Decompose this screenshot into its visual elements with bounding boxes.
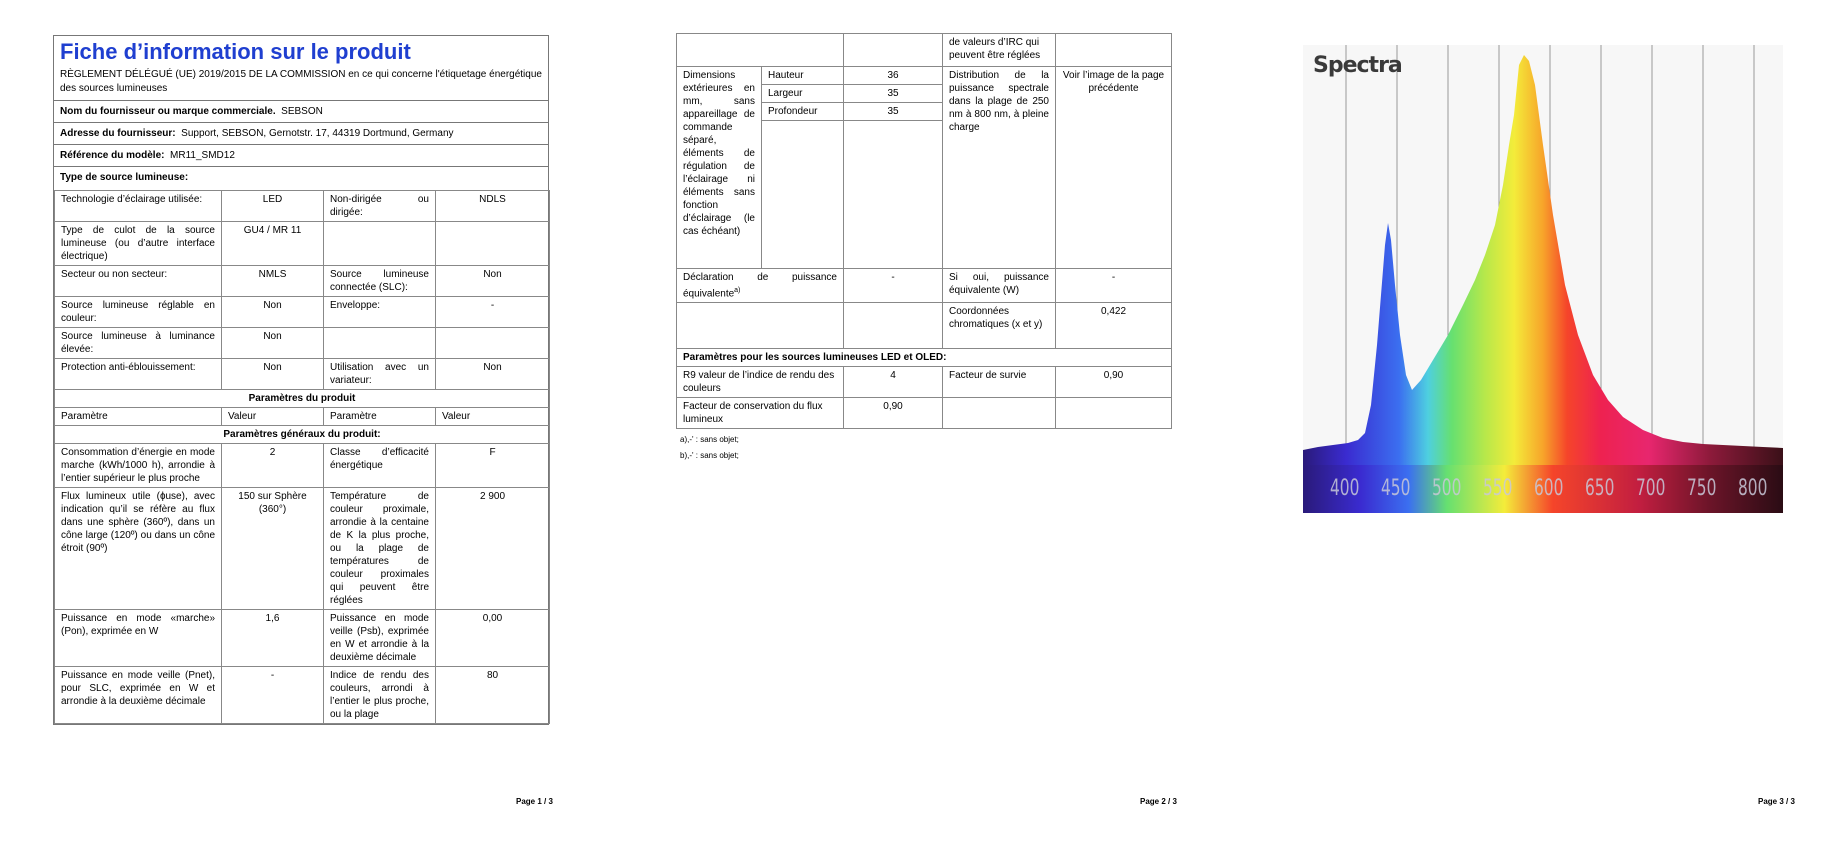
param-value: 80 — [436, 667, 550, 724]
source-type-row — [54, 166, 548, 190]
wavelength-tick: 700 — [1636, 476, 1666, 501]
param-label: Source lumineuse réglable en couleur: — [55, 297, 222, 328]
dimensions-label: Dimensions extérieures en mm, sans appareillage de commande séparé, éléments de régulation de l’éclairage ni éléments sans fonction d’éclairage (le cas échéant) — [677, 67, 762, 269]
param-value: Non — [222, 328, 324, 359]
table-row — [55, 222, 550, 266]
page-number: Page 2 / 3 — [1140, 797, 1177, 806]
footnote-b: b),-' : sans objet; — [680, 451, 739, 461]
lumen-maintenance-value: 0,90 — [844, 398, 943, 429]
param-label: Classe d’efficacité énergétique — [324, 444, 436, 488]
param-value: Non — [436, 266, 550, 297]
dim-name: Hauteur — [762, 67, 844, 85]
param-label: Protection anti-éblouissement: — [55, 359, 222, 390]
product-info-sheet — [53, 35, 549, 725]
param-label: Source lumineuse connectée (SLC): — [324, 266, 436, 297]
param-value: 1,6 — [222, 610, 324, 667]
page-title: Fiche d’information sur le produit — [60, 39, 411, 64]
wavelength-tick: 800 — [1738, 476, 1768, 501]
param-label: Consommation d’énergie en mode marche (kWh/1000 h), arrondie à l’entier supérieur le plus proche — [55, 444, 222, 488]
col-header: Valeur — [222, 408, 324, 426]
table-row — [55, 328, 550, 359]
spectrum-image — [1303, 45, 1783, 513]
chroma-label: Coordonnées chromatiques (x et y) — [943, 303, 1056, 349]
equiv-power-value: - — [1056, 269, 1172, 303]
survival-label: Facteur de survie — [943, 367, 1056, 398]
param-label: Utilisation avec un variateur: — [324, 359, 436, 390]
model-label: Référence du modèle: — [60, 150, 165, 161]
param-value — [436, 328, 550, 359]
param-label — [324, 328, 436, 359]
wavelength-tick: 750 — [1687, 476, 1717, 501]
equiv-label: Déclaration de puissance équivalente — [683, 272, 837, 300]
continued-table — [676, 33, 1172, 429]
dim-name: Profondeur — [762, 103, 844, 121]
spectrum-graphic — [1303, 45, 1783, 513]
param-label: Puissance en mode veille (Psb), exprimée en W et arrondie à la deuxième décimale — [324, 610, 436, 667]
param-label: Non-dirigée ou dirigée: — [324, 191, 436, 222]
spectral-label: Distribution de la puissance spectrale dans la plage de 250 nm à 800 nm, à pleine charge — [943, 67, 1056, 269]
table-row — [55, 610, 550, 667]
param-value: 0,00 — [436, 610, 550, 667]
spectrum-title: Spectra — [1313, 53, 1402, 78]
param-value — [436, 222, 550, 266]
model-value: MR11_SMD12 — [170, 150, 235, 161]
address-label: Adresse du fournisseur: — [60, 128, 176, 139]
param-value: LED — [222, 191, 324, 222]
param-value: NDLS — [436, 191, 550, 222]
table-row — [55, 488, 550, 610]
lumen-maintenance-label: Facteur de conservation du flux lumineux — [677, 398, 844, 429]
supplier-value: SEBSON — [281, 106, 323, 117]
table-row — [55, 667, 550, 724]
param-value: NMLS — [222, 266, 324, 297]
param-value: F — [436, 444, 550, 488]
param-label: Source lumineuse à luminance élevée: — [55, 328, 222, 359]
param-label: Secteur ou non secteur: — [55, 266, 222, 297]
param-value: - — [436, 297, 550, 328]
spectrum-curve — [1303, 55, 1783, 465]
param-value: - — [222, 667, 324, 724]
page-number: Page 3 / 3 — [1758, 797, 1795, 806]
table-row — [55, 444, 550, 488]
document-page-3 — [1218, 0, 1827, 842]
param-value: Non — [436, 359, 550, 390]
equiv-value: - — [844, 269, 943, 303]
regulation-text: RÈGLEMENT DÉLÉGUÉ (UE) 2019/2015 DE LA COMMISSION en ce qui concerne l'étiquetage énergétique des sources lumineuses — [60, 69, 542, 94]
dim-value: 35 — [844, 85, 943, 103]
equiv-label-cell — [677, 269, 844, 303]
param-value: Non — [222, 297, 324, 328]
param-label: Puissance en mode «marche» (Pon), exprimée en W — [55, 610, 222, 667]
cri-range-cont: de valeurs d’IRC qui peuvent être réglées — [943, 34, 1056, 67]
page-number: Page 1 / 3 — [516, 797, 553, 806]
param-label: Indice de rendu des couleurs, arrondi à l’entier le plus proche, ou la plage — [324, 667, 436, 724]
r9-value: 4 — [844, 367, 943, 398]
param-value: 2 — [222, 444, 324, 488]
survival-value: 0,90 — [1056, 367, 1172, 398]
product-info-sheet-continued — [676, 33, 1171, 464]
wavelength-tick: 500 — [1432, 476, 1462, 501]
param-label: Type de culot de la source lumineuse (ou d’autre interface électrique) — [55, 222, 222, 266]
col-header: Paramètre — [324, 408, 436, 426]
table-row — [55, 266, 550, 297]
address-row — [54, 122, 548, 144]
supplier-label: Nom du fournisseur ou marque commerciale. — [60, 106, 276, 117]
source-type-table — [54, 190, 550, 724]
footnotes — [676, 432, 1171, 464]
chroma-value: 0,422 — [1056, 303, 1172, 349]
dim-name: Largeur — [762, 85, 844, 103]
footnote-a: a),-' : sans objet; — [680, 435, 739, 445]
param-value: 150 sur Sphère (360°) — [222, 488, 324, 610]
document-page-1 — [0, 0, 609, 842]
equiv-power-label: Si oui, puissance équivalente (W) — [943, 269, 1056, 303]
document-page-2 — [609, 0, 1218, 842]
equiv-footnote-ref: a) — [734, 287, 741, 294]
wavelength-tick: 550 — [1483, 476, 1513, 501]
param-label: Flux lumineux utile (ɸuse), avec indication qu’il se réfère au flux dans une sphère (360º), dans un cône large (120º) ou dans un cône étroit (90º) — [55, 488, 222, 610]
dim-value: 36 — [844, 67, 943, 85]
param-label: Technologie d’éclairage utilisée: — [55, 191, 222, 222]
table-row — [55, 359, 550, 390]
supplier-row — [54, 100, 548, 122]
param-label: Puissance en mode veille (Pnet), pour SLC, exprimée en W et arrondie à la deuxième décimale — [55, 667, 222, 724]
wavelength-tick: 450 — [1381, 476, 1411, 501]
address-value: Support, SEBSON, Gernotstr. 17, 44319 Dortmund, Germany — [181, 128, 454, 139]
general-params-header: Paramètres généraux du produit: — [55, 426, 550, 444]
model-row — [54, 144, 548, 166]
wavelength-tick: 600 — [1534, 476, 1564, 501]
table-row — [55, 191, 550, 222]
col-header: Paramètre — [55, 408, 222, 426]
param-value: GU4 / MR 11 — [222, 222, 324, 266]
wavelength-tick: 650 — [1585, 476, 1615, 501]
source-type-label: Type de source lumineuse: — [60, 172, 189, 183]
dim-value: 35 — [844, 103, 943, 121]
spectral-value: Voir l’image de la page précédente — [1056, 67, 1172, 269]
param-label: Température de couleur proximale, arrondie à la centaine de K la plus proche, ou la plage de températures de couleur proximales qui peuvent être réglées — [324, 488, 436, 610]
wavelength-tick: 400 — [1330, 476, 1360, 501]
param-label: Enveloppe: — [324, 297, 436, 328]
param-value: Non — [222, 359, 324, 390]
led-params-header: Paramètres pour les sources lumineuses LED et OLED: — [677, 349, 1172, 367]
param-label — [324, 222, 436, 266]
product-params-header: Paramètres du produit — [55, 390, 550, 408]
table-row — [55, 297, 550, 328]
col-header: Valeur — [436, 408, 550, 426]
r9-label: R9 valeur de l’indice de rendu des couleurs — [677, 367, 844, 398]
param-value: 2 900 — [436, 488, 550, 610]
